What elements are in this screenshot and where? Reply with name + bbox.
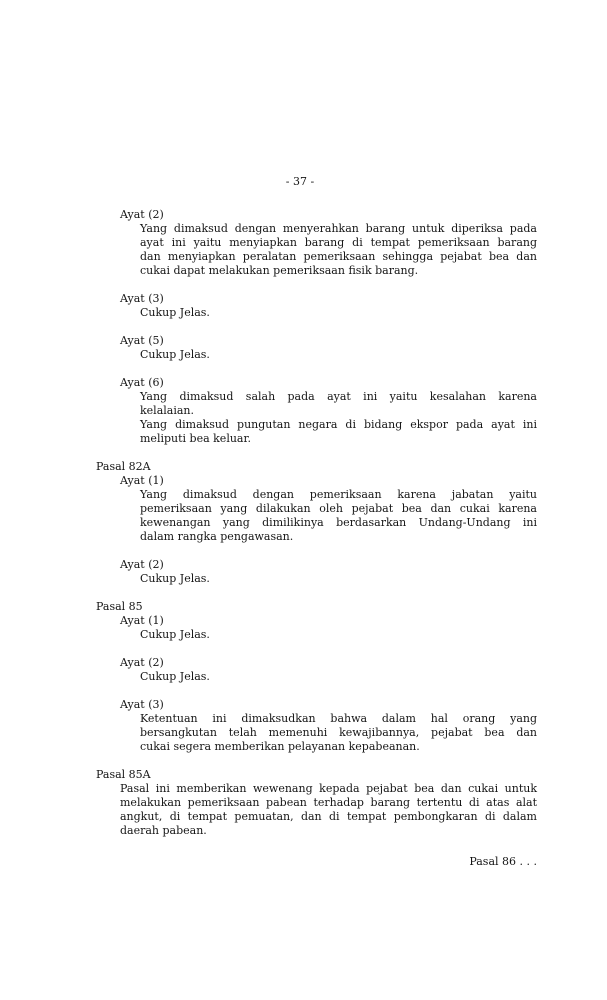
ayat-explanation (120, 306, 537, 320)
ayat-block (96, 698, 537, 754)
text-line: cukai segera memberikan pelayanan kepabeanan. (140, 740, 420, 753)
ayat-heading: Ayat (2) (120, 558, 164, 571)
ayat-heading: Ayat (3) (120, 698, 164, 711)
ayat-block (96, 558, 537, 586)
ayat-explanation (120, 390, 537, 446)
text-line: ayat ini yaitu menyiapkan barang di tempat pemeriksaan barang (140, 236, 537, 249)
ayat-heading: Ayat (1) (120, 614, 164, 627)
text-line: daerah pabean. (120, 824, 207, 837)
ayat-explanation (120, 670, 537, 684)
text-line: Yang dimaksud pungutan negara di bidang ekspor pada ayat ini (140, 418, 537, 431)
text-line: Cukup Jelas. (140, 572, 210, 585)
page-content (96, 208, 537, 838)
text-line: kewenangan yang dimilikinya berdasarkan Undang-Undang ini (140, 516, 537, 529)
ayat-heading: Ayat (1) (120, 474, 164, 487)
next-page-reference: Pasal 86 . . . (469, 855, 537, 868)
ayat-block (96, 474, 537, 544)
ayat-heading: Ayat (3) (120, 292, 164, 305)
text-line: Pasal ini memberikan wewenang kepada pejabat bea dan cukai untuk (120, 782, 537, 795)
ayat-explanation (120, 712, 537, 754)
ayat-block (96, 208, 537, 278)
ayat-block (96, 656, 537, 684)
ayat-heading: Ayat (5) (120, 334, 164, 347)
text-line: Yang dimaksud dengan pemeriksaan karena jabatan yaitu (140, 488, 537, 501)
pasal-title: Pasal 85 (96, 600, 143, 613)
pasal-explanation (96, 782, 537, 838)
text-line: Yang dimaksud dengan menyerahkan barang untuk diperiksa pada (140, 222, 537, 235)
ayat-explanation (120, 222, 537, 278)
ayat-block (96, 334, 537, 362)
ayat-explanation (120, 348, 537, 362)
ayat-explanation (120, 488, 537, 544)
text-line: bersangkutan telah memenuhi kewajibannya, pejabat bea dan (140, 726, 537, 739)
ayat-explanation (120, 628, 537, 642)
ayat-explanation (120, 572, 537, 586)
text-line: meliputi bea keluar. (140, 432, 252, 445)
ayat-block (96, 376, 537, 446)
ayat-block (96, 614, 537, 642)
text-line: Cukup Jelas. (140, 348, 210, 361)
ayat-heading: Ayat (6) (120, 376, 164, 389)
pasal-title: Pasal 82A (96, 460, 151, 473)
text-line: Ketentuan ini dimaksudkan bahwa dalam hal orang yang (140, 712, 537, 725)
pasal-section (96, 768, 537, 838)
text-line: cukai dapat melakukan pemeriksaan fisik barang. (140, 264, 419, 277)
text-line: kelalaian. (140, 404, 194, 417)
pasal-title: Pasal 85A (96, 768, 151, 781)
text-line: Cukup Jelas. (140, 306, 210, 319)
pasal-section (96, 460, 537, 586)
text-line: angkut, di tempat pemuatan, dan di tempat pembongkaran di dalam (120, 810, 537, 823)
text-line: Cukup Jelas. (140, 628, 210, 641)
text-line: melakukan pemeriksaan pabean terhadap barang tertentu di atas alat (120, 796, 537, 809)
text-line: dalam rangka pengawasan. (140, 530, 294, 543)
text-line: dan menyiapkan peralatan pemeriksaan sehingga pejabat bea dan (140, 250, 537, 263)
pasal-section (96, 600, 537, 754)
ayat-heading: Ayat (2) (120, 656, 164, 669)
text-line: pemeriksaan yang dilakukan oleh pejabat bea dan cukai karena (140, 502, 537, 515)
ayat-heading: Ayat (2) (120, 208, 164, 221)
ayat-block (96, 292, 537, 320)
text-line: Cukup Jelas. (140, 670, 210, 683)
text-line: Yang dimaksud salah pada ayat ini yaitu kesalahan karena (140, 390, 537, 403)
page-number: - 37 - (285, 175, 315, 188)
